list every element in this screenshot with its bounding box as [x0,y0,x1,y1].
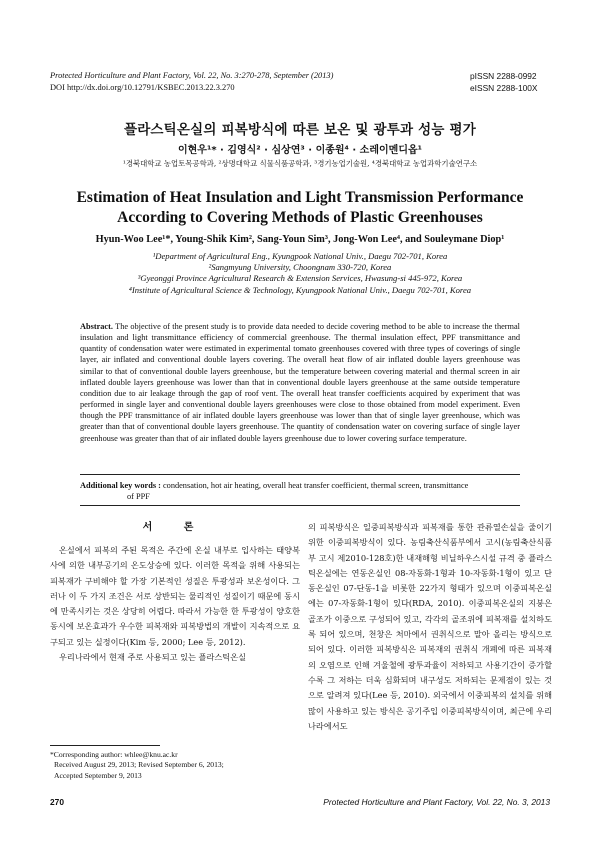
right-column [308,520,552,734]
english-affiliations [0,251,600,296]
abstract-label: Abstract. [80,322,113,331]
english-title-line1: Estimation of Heat Insulation and Light Transmission Performance [76,189,524,206]
keywords-label: Additional key words : [80,481,161,490]
korean-authors: 이현우¹* · 김영식² · 심상연³ · 이종원⁴ · 소레이멘디옵¹ [177,145,423,156]
keywords-text: condensation, hot air heating, overall heat transfer coefficient, thermal screen, transmittance [163,481,469,490]
pissn: pISSN 2288-0992 [470,71,537,81]
affiliation-1: ¹Department of Agricultural Eng., Kyungpook National Univ., Daegu 702-701, Korea [152,251,448,261]
abstract-text: The objective of the present study is to provide data needed to decide covering method to be able to increase the thermal insulation and light transmittance efficiency of commercial greenhouse. The thermal insulation effect, PPF transmittance and quantity of condensation water were estimated in experimental tomato greenhouses covered with three types of coverings of single layer, air inflated and conventional double layers covering. The overall heat flow of air inflated double layers greenhouse was similar to that of conventional double layers greenhouse, but the temperature between covering material and thermal screen in air inflated double layers greenhouse was lower than that in conventional double layers greenhouse at the same outside temperature condition due to air leakage through the gap of roof vent. The overall heat transfer coefficients acquired by experiment that was performed in single layer and conventional double layers greenhouses were close to those obtained from model experiment. Even though the PPF transmittance of air inflated double layers greenhouse was lower than that of single layer greenhouse, which was greater than that of conventional double layers greenhouse. The quantity of condensation water on covering surface of single layer greenhouse was greater than that of air inflated double layers greenhouse due to lower covering surface temperature. [80,322,520,443]
abstract [80,321,520,444]
keywords-text-cont: of PPF [127,492,150,501]
intro-paragraph-1: 온실에서 피복의 주된 목적은 주간에 온실 내부로 입사하는 태양복사에 의한 내부공기의 온도상승에 있다. 이러한 목적을 위해 사용되는 피복재가 구비해야 할 가장 기본적인 성질은 투광성과 보온성이다. 그러나 이 두 가지 조건은 서로 상반되는 물리적인 성질이기 때문에 동시에 만족시키는 것은 상당히 어렵다. 따라서 가능한 한 투광성이 양호한 동시에 보온효과가 우수한 피복재와 피복방법의 개발이 지속적으로 요구되고 있는 실정이다(Kim 등, 2000; Lee 등, 2012). [50,545,300,647]
eissn: eISSN 2288-100X [470,83,538,93]
accepted-date: Accepted September 9, 2013 [54,770,142,780]
english-title [0,188,600,228]
affiliation-2: ²Sangmyung University, Choongnam 330-720, Korea [208,262,392,273]
doi-line: DOI http://dx.doi.org/10.12791/KSBEC.2013.22.3.270 [50,83,235,92]
footnote [50,750,310,781]
keywords-bottom-rule [80,505,520,506]
english-title-line2: According to Covering Methods of Plastic Greenhouses [117,209,483,226]
page-number: 270 [50,797,64,807]
left-column [50,521,300,665]
korean-title: 플라스틱온실의 피복방식에 따른 보온 및 광투과 성능 평가 [123,122,477,138]
footer-journal: Protected Horticulture and Plant Factory, Vol. 22, No. 3, 2013 [323,797,550,807]
section-title-introduction: 서 론 [142,522,208,533]
korean-affiliations: ¹경북대학교 농업토목공학과, ²상명대학교 식물식품공학과, ³경기농업기술원, ⁴경북대학교 농업과학기술연구소 [122,159,478,168]
keywords [80,480,520,502]
corresponding-author: *Corresponding author: whlee@knu.ac.kr [50,750,178,759]
journal-citation: Protected Horticulture and Plant Factory, Vol. 22, No. 3:270-278, September (2013) [50,71,334,80]
keywords-top-rule [80,474,520,475]
intro-paragraph-continued: 의 피복방식은 일중피복방식과 피복재를 통한 관류열손실을 줄이기 위한 이중피복방식이 있다. 농림축산식품부에서 고시(농림축산식품부 고시 제2010-128호)한 내재해형 비닐하우스시설 규격 중 플라스틱온실에는 연동온실인 08-자동화-1형과 10-자동화-1형이 있고 단동온실인 07-단동-1을 비롯한 22가지 형태가 있으며 이중피복온실에는 07-자동화-1형이 있다(RDA, 2010). 이중피복온실의 지붕은 골조가 이중으로 구성되어 있고, 각각의 골조위에 피복재를 설치하도록 되어 있으며, 천창은 처마에서 권취식으로 말아 올리는 방식으로 되어 있다. 이러한 피복방식은 피복재의 권취식 개폐에 따른 피복재의 오염으로 인해 겨울철에 광투과율이 저하되고 사용기간이 증가할수록 그 저하는 더욱 심화되며 내구성도 저하되는 문제점이 있는 것으로 알려져 있다(Lee 등, 2010). 외국에서 이중피복의 설치를 위해 많이 사용하고 있는 방식은 공기주입 이중피복방식이며, 최근에 우리나라에서도 [308,522,552,731]
intro-paragraph-2: 우리나라에서 현재 주로 사용되고 있는 플라스틱온실 [59,652,247,663]
footnote-rule [50,745,160,746]
affiliation-3: ³Gyeonggi Province Agricultural Research & Extension Services, Hwasung-si 445-972, Korea [137,273,463,284]
affiliation-4: ⁴Institute of Agricultural Science & Technology, Kyungpook National Univ., Daegu 702-701, Korea [128,284,472,295]
received-date: Received August 29, 2013; Revised September 6, 2013; [54,760,224,770]
english-authors: Hyun-Woo Lee¹*, Young-Shik Kim², Sang-Youn Sim³, Jong-Won Lee⁴, and Souleymane Diop¹ [95,234,505,245]
